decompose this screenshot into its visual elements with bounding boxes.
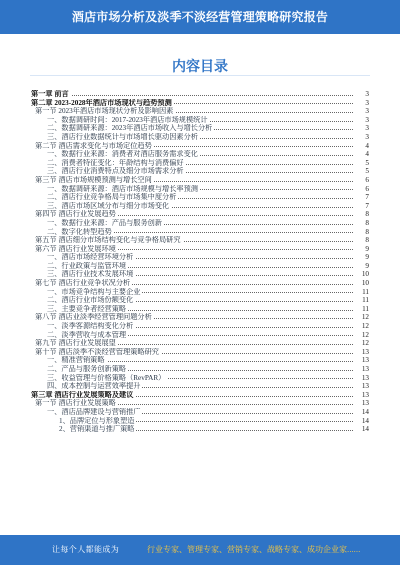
toc-entry-text[interactable]: 第六节 酒店行业发展环境 bbox=[31, 245, 118, 254]
toc-row[interactable] bbox=[31, 365, 369, 374]
toc-page-number: 8 bbox=[353, 236, 369, 245]
toc-row[interactable] bbox=[31, 348, 369, 357]
toc-page-number: 13 bbox=[353, 391, 369, 400]
toc-page-number: 3 bbox=[353, 107, 369, 116]
toc-entry-text[interactable]: 三、主要竞争者经营策略 bbox=[31, 305, 128, 314]
toc-row[interactable] bbox=[31, 236, 369, 245]
toc-page-number: 5 bbox=[353, 159, 369, 168]
toc-title: 内容目录 bbox=[172, 58, 228, 74]
toc-row[interactable] bbox=[31, 374, 369, 383]
toc-title-rule bbox=[30, 75, 370, 76]
toc-page-number: 13 bbox=[353, 348, 369, 357]
toc-entry-text[interactable]: 二、酒店行业市场份额变化 bbox=[31, 296, 135, 305]
toc-row[interactable] bbox=[31, 279, 369, 288]
toc-entry-text[interactable]: 第一节 酒店行业发展策略 bbox=[31, 399, 118, 408]
toc-page-number: 3 bbox=[353, 133, 369, 142]
toc-entry-text[interactable]: 第七节 酒店行业竞争状况分析 bbox=[31, 279, 132, 288]
toc-page-number: 3 bbox=[353, 99, 369, 108]
footer-left-text: 让每个人都能成为 bbox=[52, 545, 120, 554]
toc-entry-text[interactable]: 一、精准营销策略 bbox=[31, 356, 107, 365]
toc-page-number: 5 bbox=[353, 167, 369, 176]
toc-entry-text[interactable]: 1、品牌定位与形象塑造 bbox=[31, 417, 136, 426]
toc-entry-text[interactable]: 第三节 酒店市场规模预测与增长空间 bbox=[31, 176, 154, 185]
toc-row[interactable] bbox=[31, 408, 369, 417]
toc-row[interactable] bbox=[31, 99, 369, 108]
toc-row[interactable] bbox=[31, 313, 369, 322]
toc-row[interactable] bbox=[31, 399, 369, 408]
toc-entry-text[interactable]: 三、酒店行业消费特点及细分市场需求分析 bbox=[31, 167, 186, 176]
toc-page-number: 13 bbox=[353, 382, 369, 391]
toc-page-number: 6 bbox=[353, 176, 369, 185]
table-of-contents bbox=[31, 90, 369, 434]
toc-entry-text[interactable]: 2、营销渠道与推广策略 bbox=[31, 425, 136, 434]
toc-page-number: 9 bbox=[353, 262, 369, 271]
toc-row[interactable] bbox=[31, 193, 369, 202]
toc-page-number: 10 bbox=[353, 270, 369, 279]
toc-row[interactable] bbox=[31, 150, 369, 159]
toc-page-number: 11 bbox=[353, 296, 369, 305]
toc-entry-text[interactable]: 一、酒店品牌建设与营销推广 bbox=[31, 408, 142, 417]
toc-row[interactable] bbox=[31, 339, 369, 348]
toc-entry-text[interactable]: 第九节 酒店行业发展展望 bbox=[31, 339, 118, 348]
toc-row[interactable] bbox=[31, 142, 369, 151]
toc-page-number: 14 bbox=[353, 408, 369, 417]
toc-row[interactable] bbox=[31, 219, 369, 228]
toc-leader-dots bbox=[31, 95, 353, 96]
toc-row[interactable] bbox=[31, 167, 369, 176]
toc-row[interactable] bbox=[31, 228, 369, 237]
toc-row[interactable] bbox=[31, 116, 369, 125]
toc-page-number: 13 bbox=[353, 374, 369, 383]
toc-page-number: 12 bbox=[353, 313, 369, 322]
toc-row[interactable] bbox=[31, 288, 369, 297]
toc-entry-text[interactable]: 第十节 酒店淡季不淡经营管理策略研究 bbox=[31, 348, 161, 357]
toc-entry-text[interactable]: 第二节 酒店需求变化与市场定位趋势 bbox=[31, 142, 154, 151]
toc-row[interactable] bbox=[31, 90, 369, 99]
toc-row[interactable] bbox=[31, 382, 369, 391]
toc-page-number: 10 bbox=[353, 279, 369, 288]
toc-entry-text[interactable]: 一、数据调研来源：酒店市场规模与增长率预测 bbox=[31, 185, 200, 194]
toc-entry-text[interactable]: 第三章 酒店行业发展策略及建议 bbox=[31, 390, 134, 399]
toc-entry-text[interactable]: 一、市场竞争结构与主要企业 bbox=[31, 288, 142, 297]
toc-row[interactable] bbox=[31, 107, 369, 116]
toc-page-number: 14 bbox=[353, 417, 369, 426]
toc-entry-text[interactable]: 一、数据行业来源：产品与服务创新 bbox=[31, 219, 164, 228]
toc-row[interactable] bbox=[31, 185, 369, 194]
toc-page-number: 8 bbox=[353, 228, 369, 237]
toc-entry-text[interactable]: 二、行业政策与监管环境 bbox=[31, 262, 128, 271]
toc-entry-text[interactable]: 二、数据调研来源：2023年酒店市场收入与增长分析 bbox=[31, 124, 214, 133]
toc-page-number: 12 bbox=[353, 331, 369, 340]
toc-page-number: 3 bbox=[353, 116, 369, 125]
toc-row[interactable] bbox=[31, 176, 369, 185]
toc-row[interactable] bbox=[31, 305, 369, 314]
toc-page-number: 4 bbox=[353, 150, 369, 159]
toc-entry-text[interactable]: 二、消费者特征变化：年龄结构与消费偏好 bbox=[31, 159, 186, 168]
toc-row[interactable] bbox=[31, 253, 369, 262]
toc-entry-text[interactable]: 一、数据调研时间：2017-2023年酒店市场规模统计 bbox=[31, 116, 210, 125]
toc-row[interactable] bbox=[31, 245, 369, 254]
toc-entry-text[interactable]: 第五节 酒店细分市场结构变化与竞争格局研究 bbox=[31, 236, 183, 245]
toc-entry-text[interactable]: 第二章 2023-2028年酒店市场现状与趋势预测 bbox=[31, 98, 172, 107]
toc-row[interactable] bbox=[31, 124, 369, 133]
toc-page-number: 11 bbox=[353, 305, 369, 314]
toc-row[interactable] bbox=[31, 159, 369, 168]
toc-row[interactable] bbox=[31, 417, 369, 426]
toc-page-number: 9 bbox=[353, 245, 369, 254]
toc-page-number: 12 bbox=[353, 339, 369, 348]
toc-row[interactable] bbox=[31, 296, 369, 305]
toc-row[interactable] bbox=[31, 262, 369, 271]
toc-page-number: 3 bbox=[353, 90, 369, 99]
toc-row[interactable] bbox=[31, 356, 369, 365]
toc-entry-text[interactable]: 三、酒店行业数据统计与市场增长驱动因素分析 bbox=[31, 133, 200, 142]
footer-right-text: 行业专家、管理专家、营销专家、战略专家、成功企业家...... bbox=[147, 545, 361, 554]
toc-row[interactable] bbox=[31, 210, 369, 219]
toc-row[interactable] bbox=[31, 391, 369, 400]
toc-entry-text[interactable]: 四、成本控制与运营效率提升 bbox=[31, 382, 142, 391]
toc-entry-text[interactable]: 三、收益管理与价格策略（RevPAR） bbox=[31, 374, 167, 383]
toc-page-number: 3 bbox=[353, 124, 369, 133]
toc-page-number: 9 bbox=[353, 253, 369, 262]
toc-row[interactable] bbox=[31, 133, 369, 142]
toc-entry-text[interactable]: 二、淡季营收与成本管理 bbox=[31, 331, 128, 340]
toc-page-number: 7 bbox=[353, 202, 369, 211]
toc-entry-text[interactable]: 二、数字化转型趋势 bbox=[31, 228, 114, 237]
toc-page-number: 13 bbox=[353, 365, 369, 374]
toc-entry-text[interactable]: 二、酒店行业竞争格局与市场集中度分析 bbox=[31, 193, 178, 202]
toc-entry-text[interactable]: 第四节 酒店行业发展趋势 bbox=[31, 210, 118, 219]
report-title: 酒店市场分析及淡季不淡经营管理策略研究报告 bbox=[71, 10, 329, 24]
toc-page-number: 11 bbox=[353, 288, 369, 297]
toc-page-number: 8 bbox=[353, 210, 369, 219]
toc-entry-text[interactable]: 二、产品与服务创新策略 bbox=[31, 365, 128, 374]
toc-entry-text[interactable]: 第一章 前言 bbox=[31, 90, 69, 98]
toc-entry-text[interactable]: 一、酒店市场经营环境分析 bbox=[31, 253, 135, 262]
toc-row[interactable] bbox=[31, 331, 369, 340]
report-header-bar bbox=[0, 0, 400, 34]
toc-page-number: 7 bbox=[353, 193, 369, 202]
toc-page-number: 12 bbox=[353, 322, 369, 331]
toc-row[interactable] bbox=[31, 322, 369, 331]
toc-page-number: 14 bbox=[353, 425, 369, 434]
toc-page-number: 13 bbox=[353, 356, 369, 365]
toc-entry-text[interactable]: 一、淡季客源结构变化分析 bbox=[31, 322, 135, 331]
toc-entry-text[interactable]: 第一节 2023年酒店市场现状分析及影响因素 bbox=[31, 107, 175, 116]
toc-row[interactable] bbox=[31, 425, 369, 434]
toc-entry-text[interactable]: 一、数据行业来源：消费者对酒店服务需求变化 bbox=[31, 150, 200, 159]
toc-page-number: 8 bbox=[353, 219, 369, 228]
toc-page-number: 13 bbox=[353, 399, 369, 408]
toc-entry-text[interactable]: 三、酒店行业技术发展环境 bbox=[31, 270, 135, 279]
toc-page-number: 6 bbox=[353, 185, 369, 194]
toc-entry-text[interactable]: 第八节 酒店业淡季经营管理问题分析 bbox=[31, 313, 154, 322]
toc-row[interactable] bbox=[31, 202, 369, 211]
footer-bar bbox=[0, 535, 400, 565]
toc-row[interactable] bbox=[31, 270, 369, 279]
toc-entry-text[interactable]: 三、酒店市场区域分布与细分市场变化 bbox=[31, 202, 171, 211]
toc-page-number: 4 bbox=[353, 142, 369, 151]
